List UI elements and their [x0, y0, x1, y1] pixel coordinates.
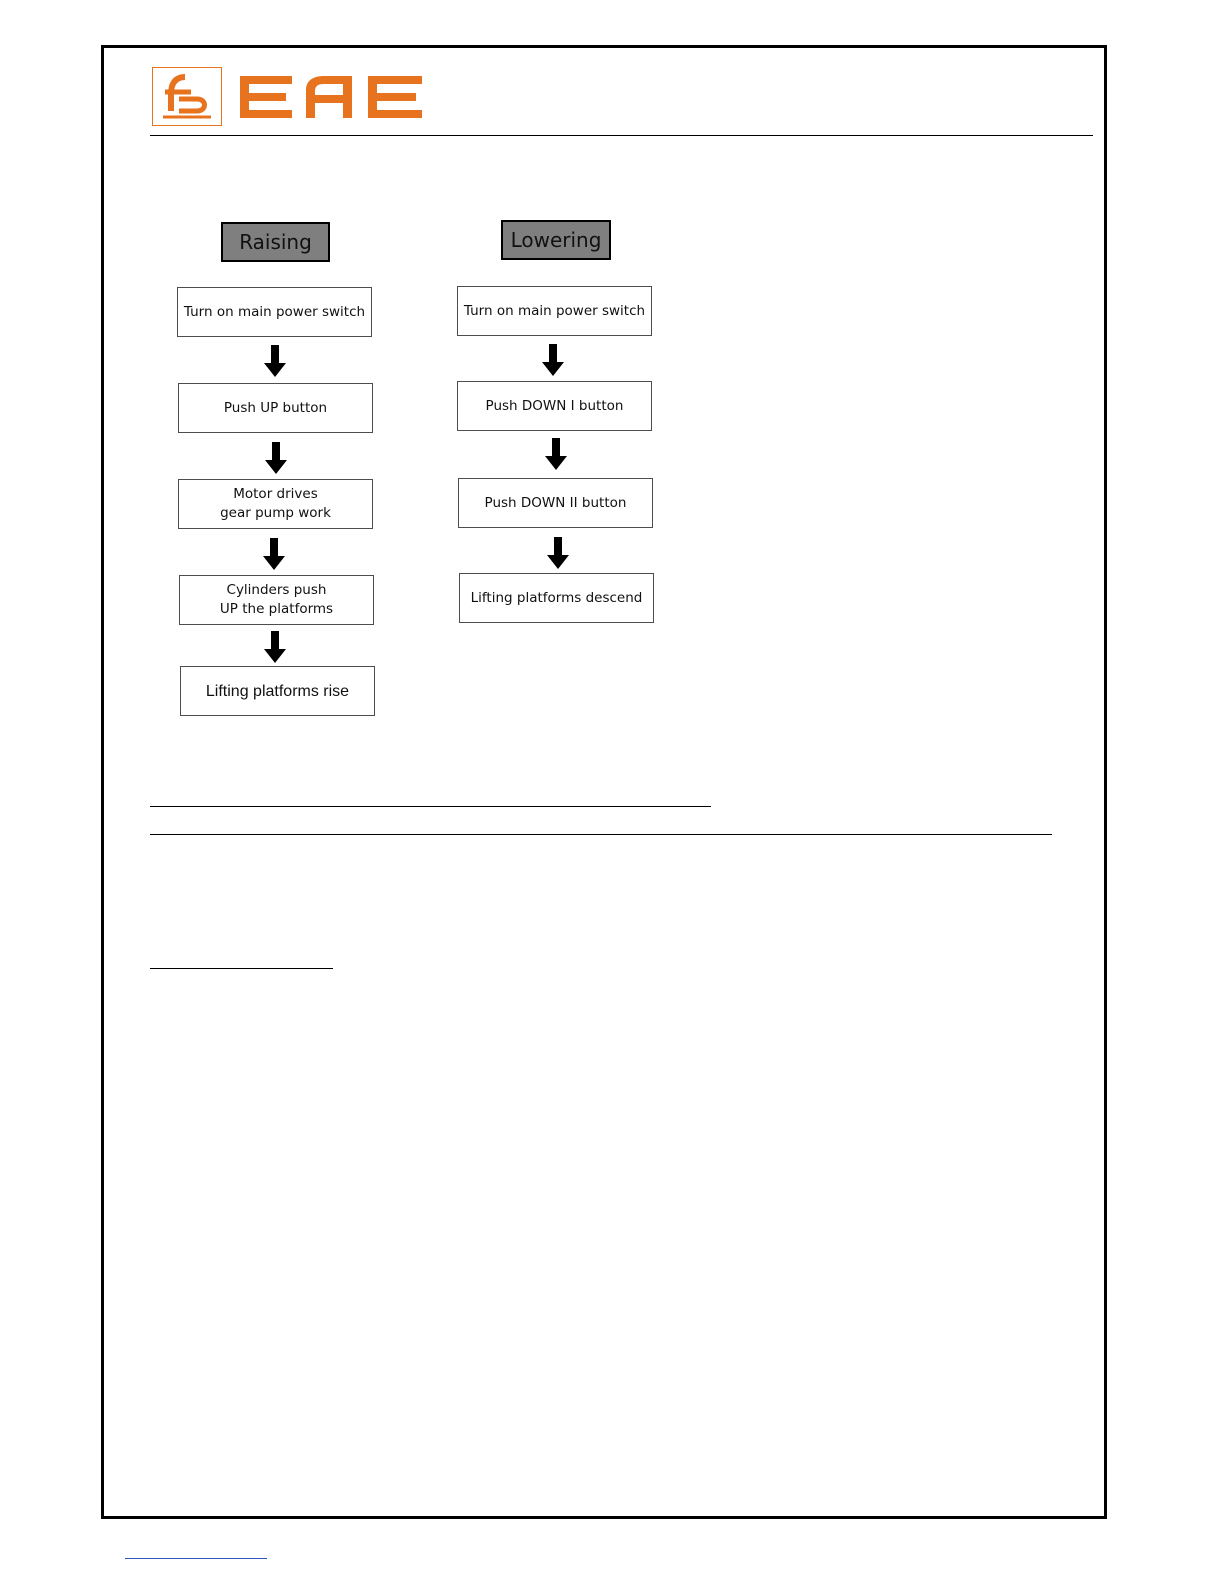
lowering-title: Lowering — [501, 220, 611, 260]
raising-title: Raising — [221, 222, 330, 262]
lowering-step-3: Push DOWN II button — [458, 478, 653, 528]
eae-wordmark — [240, 76, 422, 118]
eae-emblem-icon — [152, 67, 222, 126]
footer-link-underline — [125, 1558, 267, 1559]
raising-step-1: Turn on main power switch — [177, 287, 372, 337]
raising-step-2: Push UP button — [178, 383, 373, 433]
arrow-down-icon — [546, 537, 570, 569]
raising-step-4: Cylinders push UP the platforms — [179, 575, 374, 625]
arrow-down-icon — [263, 631, 287, 663]
lowering-step-4: Lifting platforms descend — [459, 573, 654, 623]
lowering-step-1: Turn on main power switch — [457, 286, 652, 336]
arrow-down-icon — [544, 438, 568, 470]
lowering-step-2: Push DOWN I button — [457, 381, 652, 431]
arrow-down-icon — [541, 344, 565, 376]
arrow-down-icon — [262, 538, 286, 570]
header-divider — [150, 135, 1093, 136]
rule-short — [150, 806, 711, 807]
page-border — [101, 45, 1107, 1519]
rule-long — [150, 834, 1052, 835]
arrow-down-icon — [263, 345, 287, 377]
rule-section-underline — [150, 968, 333, 969]
arrow-down-icon — [264, 442, 288, 474]
raising-step-3: Motor drives gear pump work — [178, 479, 373, 529]
raising-step-5: Lifting platforms rise — [180, 666, 375, 716]
